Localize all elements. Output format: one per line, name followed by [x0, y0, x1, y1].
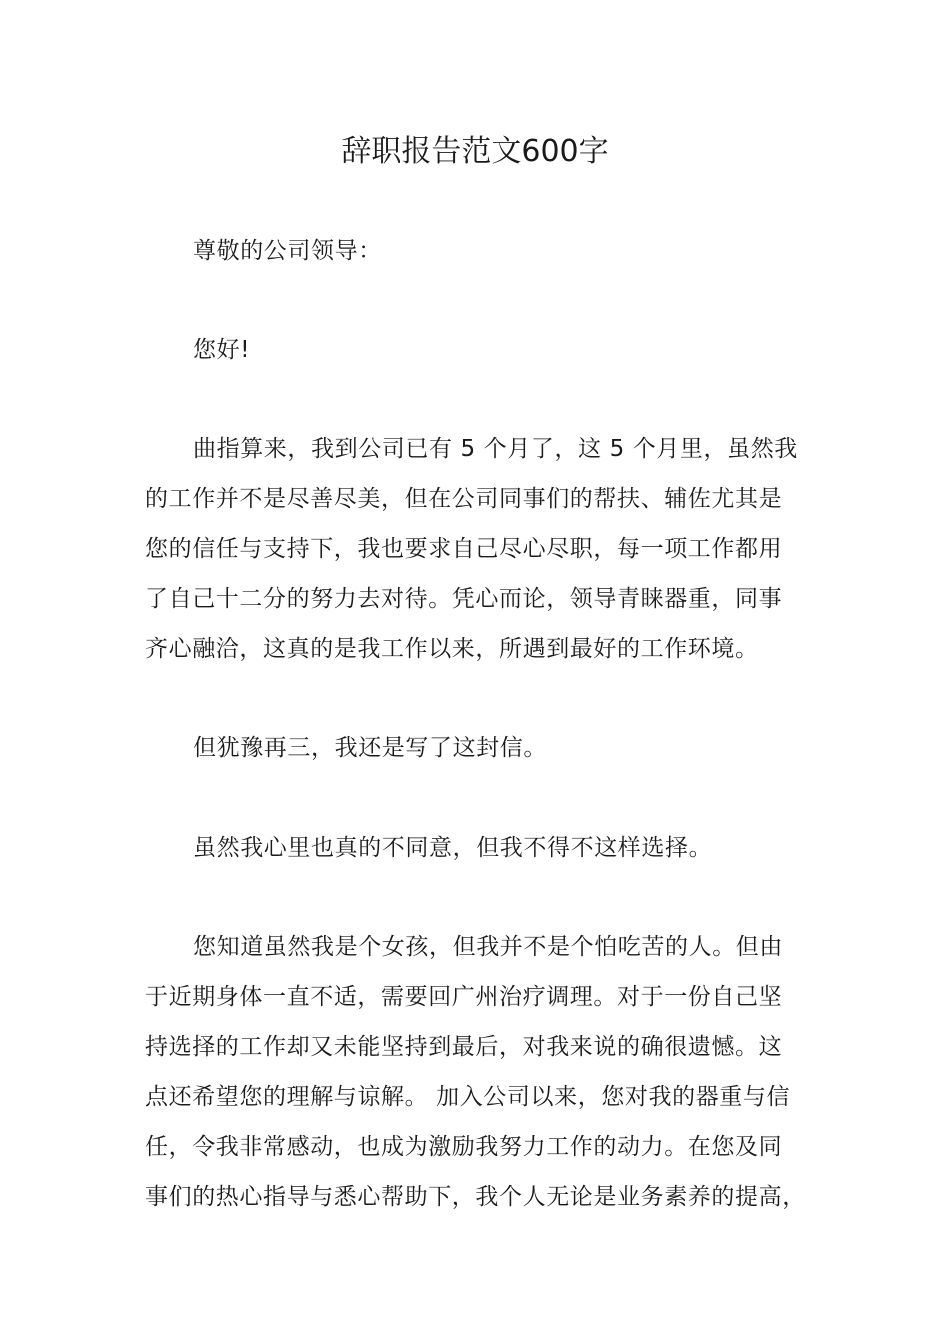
paragraph-line: 曲指算来，我到公司已有 5 个月了，这 5 个月里，虽然我	[193, 436, 798, 462]
paragraph-1	[145, 424, 825, 674]
paragraph-line: 您知道虽然我是个女孩，但我并不是个怕吃苦的人。但由	[193, 934, 783, 960]
document-title: 辞职报告范文600字	[341, 134, 609, 169]
paragraph-line: 事们的热心指导与悉心帮助下，我个人无论是业务素养的提高，	[145, 1184, 806, 1210]
salutation: 尊敬的公司领导：	[193, 238, 382, 264]
paragraph-line: 了自己十二分的努力去对待。凭心而论，领导青睐器重，同事	[145, 586, 783, 612]
paragraph-line: 的工作并不是尽善尽美，但在公司同事们的帮扶、辅佐尤其是	[145, 486, 783, 512]
paragraph-2: 但犹豫再三，我还是写了这封信。	[193, 735, 547, 761]
paragraph-line: 持选择的工作却又未能坚持到最后，对我来说的确很遗憾。这	[145, 1034, 783, 1060]
paragraph-3: 虽然我心里也真的不同意，但我不得不这样选择。	[193, 835, 713, 861]
paragraph-line: 您的信任与支持下，我也要求自己尽心尽职，每一项工作都用	[145, 536, 783, 562]
paragraph-line: 于近期身体一直不适，需要回广州治疗调理。对于一份自己坚	[145, 984, 783, 1010]
paragraph-line: 点还希望您的理解与谅解。 加入公司以来，您对我的器重与信	[145, 1084, 791, 1110]
paragraph-line: 任，令我非常感动，也成为激励我努力工作的动力。在您及同	[145, 1134, 783, 1160]
paragraph-4	[145, 922, 825, 1222]
greeting: 您好!	[193, 337, 251, 363]
paragraph-line: 齐心融洽，这真的是我工作以来，所遇到最好的工作环境。	[145, 636, 759, 662]
